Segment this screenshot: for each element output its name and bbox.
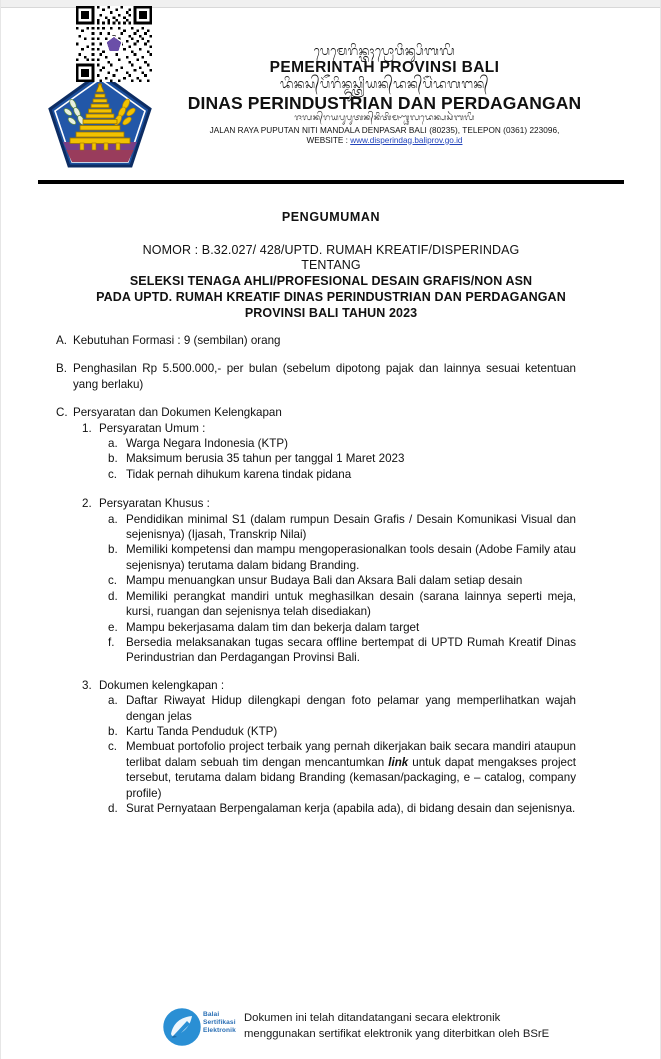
item-text-part-1: Membuat portofolio project terbaik yang pernah dikerjakan baik secara mandiri ataupun terlibat dalam sebuah tim dengan mencantumkan	[126, 740, 576, 769]
list-item	[108, 620, 576, 635]
item-text: Bersedia melaksanakan tugas secara offline bertempat di UPTD Rumah Kreatif Dinas Perindustrian dan Perdagangan Provinsi Bali.	[126, 635, 576, 665]
bsre-wordmark	[203, 1011, 236, 1035]
item-marker: a.	[108, 512, 118, 526]
list-item	[108, 512, 576, 543]
item-marker: c.	[108, 740, 118, 754]
letterhead-text	[146, 44, 623, 145]
section-c	[56, 405, 576, 420]
section-c-2	[82, 496, 576, 511]
balinese-script-line-1: ᬧᬾᬫᬾᬭᬶᬦ᭄ᬢᬄ​ᬧ᭄ᬭᭀᬯᬶᬦ᭄ᬲᬶ​ᬩᬮᬶ	[313, 43, 456, 58]
item-marker: b.	[108, 724, 118, 738]
bsre-wordmark-line-1: Balai	[203, 1011, 220, 1018]
header-divider-rule	[38, 180, 624, 184]
list-item	[108, 467, 576, 482]
list-item	[108, 573, 576, 588]
item-text-with-emphasis	[126, 739, 576, 801]
item-marker: a.	[108, 694, 118, 708]
bsre-wordmark-line-3: Elektronik	[203, 1027, 236, 1035]
item-text: Memiliki kompetensi dan mampu mengoperasionalkan tools desain (Adobe Family atau sejenisnya) terutama dalam bidang Branding.	[126, 543, 576, 572]
website-label: WEBSITE :	[306, 135, 351, 145]
item-text: Mampu menuangkan unsur Budaya Bali dan Aksara Bali dalam setiap desain	[126, 574, 523, 588]
electronic-signature-notice	[244, 1010, 549, 1042]
balinese-script-line-2: ᬤᬶᬦᬲ᭄​ᬧᭂᬭᬶᬦ᭄ᬤᬸᬲ᭄ᬢ᭄ᬭᬶᬬᬦ᭄​ᬤᬦ᭄​ᬧᭂᬃᬤᬕᬗᬦ᭄	[279, 76, 490, 92]
section-a	[56, 333, 576, 348]
bali-province-emblem-icon	[46, 70, 154, 170]
item-text-part-2: untuk dapat mengakses project tersebut, terutama dalam bidang Branding (kemasan/packaging, e – catalog, company profile)	[126, 755, 576, 800]
list-item	[108, 801, 576, 816]
item-marker: f.	[108, 635, 115, 649]
qr-code-icon	[76, 6, 152, 82]
signature-notice-line-1: Dokumen ini telah ditandatangani secara elektronik	[244, 1012, 501, 1024]
item-text: Memiliki perangkat mandiri untuk meghasilkan desain (sarana lainnya seperti meja, kursi, ruangan dan sejenisnya telah disediakan)	[126, 589, 576, 619]
section-c-2-marker: 2.	[82, 497, 92, 511]
title-block	[38, 210, 624, 321]
item-marker: c.	[108, 467, 118, 481]
subject-line-1: SELEKSI TENAGA AHLI/PROFESIONAL DESAIN GRAFIS/NON ASN	[129, 274, 533, 288]
list-item	[108, 436, 576, 451]
document-number: NOMOR : B.32.027/ 428/UPTD. RUMAH KREATIF/DISPERINDAG	[142, 243, 520, 257]
bsre-wordmark-line-2: Sertifikasi	[203, 1019, 236, 1027]
item-marker: d.	[108, 589, 118, 603]
list-item	[108, 724, 576, 739]
bsre-logo-icon	[163, 1008, 201, 1046]
item-text: Maksimum berusia 35 tahun per tanggal 1 Maret 2023	[126, 452, 405, 466]
section-b-text: Penghasilan Rp 5.500.000,- per bulan (sebelum dipotong pajak dan lainnya sesuai ketentuan yang berlaku)	[73, 362, 576, 391]
item-text: Daftar Riwayat Hidup dilengkapi dengan foto pelamar yang memperlihatkan wajah dengan jelas	[126, 694, 576, 723]
list-item	[108, 693, 576, 724]
section-c-1-marker: 1.	[82, 421, 92, 435]
office-address: JALAN RAYA PUPUTAN NITI MANDALA DENPASAR BALI (80235), TELEPON (0361) 223096,	[209, 125, 560, 135]
section-c-1-text: Persyaratan Umum :	[99, 421, 206, 435]
document-body	[56, 333, 576, 816]
section-c-text: Persyaratan dan Dokumen Kelengkapan	[73, 406, 282, 420]
item-text: Warga Negara Indonesia (KTP)	[126, 437, 288, 451]
section-c-marker: C.	[56, 406, 68, 420]
item-marker: d.	[108, 801, 118, 815]
item-marker: a.	[108, 437, 118, 451]
list-item	[108, 739, 576, 801]
item-text: Kartu Tanda Penduduk (KTP)	[126, 724, 278, 738]
section-c-1	[82, 421, 576, 436]
item-marker: b.	[108, 452, 118, 466]
emphasis-link-word: link	[388, 755, 409, 769]
tentang-label: TENTANG	[301, 258, 361, 272]
item-text: Tidak pernah dihukum karena tindak pidana	[126, 467, 352, 481]
section-c-2-text: Persyaratan Khusus :	[99, 497, 210, 511]
page-left-edge	[0, 0, 1, 1059]
item-text: Pendidikan minimal S1 (dalam rumpun Desain Grafis / Desain Komunikasi Visual dan sejenisnya) (Ijasah, Transkrip Nilai)	[126, 512, 576, 542]
list-item	[108, 635, 576, 666]
section-b	[56, 361, 576, 392]
section-c-3-text: Dokumen kelengkapan :	[99, 678, 225, 692]
list-item	[108, 451, 576, 466]
balinese-script-line-3: ᬚᬮᬦ᭄​ᬭᬬ​ᬧᬸᬧᬸᬢᬦ᭄​ᬦᬶᬢᬶ​ᬫᬡ᭄ᬥᬮ​ᬤᬾᬦ᭄ᬧᬲᬃ​ᬩᬮᬶ	[294, 112, 475, 123]
section-c-3-marker: 3.	[82, 678, 92, 692]
item-marker: e.	[108, 620, 118, 634]
list-item	[108, 542, 576, 573]
section-a-text: Kebutuhan Formasi : 9 (sembilan) orang	[73, 334, 281, 347]
list-item	[108, 589, 576, 620]
section-a-marker: A.	[56, 334, 67, 347]
item-text: Mampu bekerjasama dalam tim dan bekerja dalam target	[126, 620, 420, 634]
subject-line-2: PADA UPTD. RUMAH KREATIF DINAS PERINDUSTRIAN DAN PERDAGANGAN	[96, 290, 566, 304]
document-type-heading: PENGUMUMAN	[281, 210, 381, 224]
section-b-marker: B.	[56, 362, 67, 376]
item-marker: b.	[108, 543, 118, 557]
website-url[interactable]: www.disperindag.baliprov.go.id	[350, 135, 463, 145]
section-c-3	[82, 678, 576, 693]
organization-name-province: PEMERINTAH PROVINSI BALI	[269, 59, 500, 77]
website-line	[146, 136, 623, 145]
subject-line-3: PROVINSI BALI TAHUN 2023	[244, 306, 418, 320]
organization-name-department: DINAS PERINDUSTRIAN DAN PERDAGANGAN	[187, 92, 582, 113]
item-marker: c.	[108, 574, 118, 588]
signature-notice-line-2: menggunakan sertifikat elektronik yang diterbitkan oleh BSrE	[244, 1028, 550, 1041]
item-text: Surat Pernyataan Berpengalaman kerja (apabila ada), di bidang desain dan sejenisnya.	[126, 801, 576, 815]
